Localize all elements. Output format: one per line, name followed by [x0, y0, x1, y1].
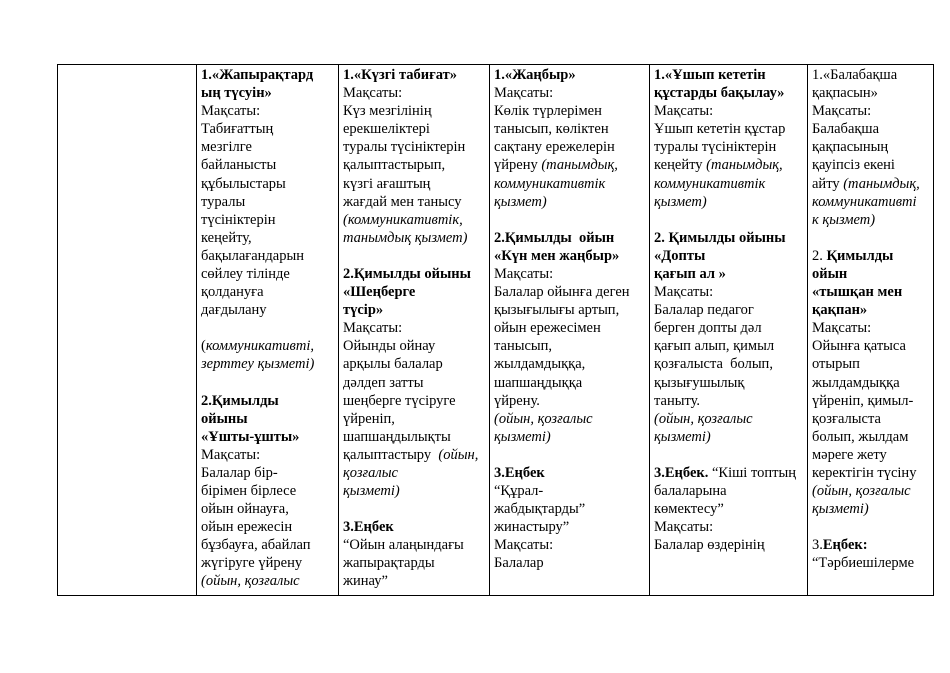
activity-body: “Тәрбиешілерме: [812, 555, 915, 572]
activity-heading: 1.«Жаңбыр»: [494, 67, 576, 83]
activity-text: [654, 229, 804, 446]
activity-body: Мақсаты: Күз мезгілінің ерекшеліктері туралы түсініктерін қалыптастырып, күзгі ағаштың жағдай мен танысу: [343, 85, 466, 210]
activity-text: [343, 518, 486, 590]
activity-text: [654, 66, 804, 211]
activity-type-note: (танымдық, коммуникативті к қызмет): [812, 175, 920, 228]
activity-body: Мақсаты: Балалар ойынға деген қызығылығы артып, ойын ережесімен танысып, жылдамдыққа, шапшаңдыққа үйрену.: [494, 265, 630, 409]
blank-line: [201, 374, 335, 392]
blank-line: [343, 247, 486, 265]
blank-line: [654, 211, 804, 229]
activity-heading: 1.«Күзгі табиғат»: [343, 67, 457, 83]
activity-plan-table: [57, 64, 934, 596]
activity-type-note: коммуникативті, зерттеу қызметі): [201, 338, 315, 373]
activity-body: Мақсаты: Ұшып кететін құстар туралы түсініктерін кеңейту: [654, 103, 786, 174]
activity-body: “Құрал- жабдықтарды” жинастыру” Мақсаты: Балалар: [494, 482, 586, 572]
activity-type-note: (ойын, қозғалыс қызметі): [812, 483, 911, 518]
activity-text: [812, 66, 930, 229]
blank-line: [201, 319, 335, 337]
activity-type-note: (ойын, қозғалыс: [201, 555, 306, 590]
activity-body: 1.«Балабақша қақпасын» Мақсаты: Балабақша қақпасының қауіпсіз екені айту: [812, 67, 898, 192]
activity-text: [201, 66, 335, 319]
activity-heading: 2.Қимылды ойыны «Шеңберге түсір»: [343, 265, 471, 319]
day-cell-5: [808, 65, 934, 596]
day-cell-1: [197, 65, 339, 596]
activity-heading: 2.Қимылды ойын «Күн мен жаңбыр»: [494, 229, 620, 264]
activity-heading: 1.«Ұшып кететін құстарды бақылау»: [654, 67, 785, 102]
activity-text: [494, 464, 646, 573]
activity-type-note: (танымдық, коммуникативтік қызмет): [494, 157, 618, 210]
activity-body: “Кіші топтың балаларына көмектесу” Мақсаты: Балалар өздерінің: [654, 464, 796, 554]
activity-heading: Еңбек:: [822, 537, 868, 554]
blank-line: [654, 446, 804, 464]
activity-text: [343, 66, 486, 247]
activity-body: Мақсаты: Балалар бір- бірімен бірлесе ойын ойнауға, ойын ережесін бұзбауға, абайлап жүгіруге үйрену: [201, 446, 311, 572]
activity-body: Мақсаты: Ойынға қатыса отырып жылдамдыққа үйреніп, қимыл- қозғалыста болып, жылдам мәреге жету керектігін түсіну: [812, 320, 917, 481]
day-cell-2: [339, 65, 490, 596]
activity-heading: 3.Еңбек: [494, 464, 545, 481]
activity-text: [201, 337, 335, 373]
activity-text: [201, 392, 335, 591]
activity-heading: 1.«Жапырақтард ың түсуін»: [201, 67, 314, 102]
activity-text: [654, 464, 804, 554]
activity-heading: 3.Еңбек: [343, 519, 394, 536]
activity-body: 3.: [812, 537, 823, 554]
activity-type-note: (коммуникативтік, танымдық қызмет): [343, 211, 468, 246]
day-cell-4: [650, 65, 808, 596]
activity-heading: 3.Еңбек.: [654, 464, 709, 481]
blank-line: [494, 211, 646, 229]
blank-line: [812, 518, 930, 536]
activity-text: [343, 265, 486, 500]
activity-body: Мақсаты: Балалар педагог берген допты дәл қағып алып, қимыл қозғалыста болып, қызығушылық таныту.: [654, 284, 775, 409]
activity-type-note: (танымдық, коммуникативтік қызмет): [654, 157, 783, 210]
activity-heading: 2. Қимылды ойыны «Допты қағып ал »: [654, 229, 786, 282]
activity-heading: Қимылды ойын «тышқан мен қақпан»: [812, 247, 903, 319]
activity-body: 2.: [812, 247, 827, 264]
activity-body: “Ойын алаңындағы жапырақтарды жинау”: [343, 537, 464, 590]
day-cell-3: [490, 65, 650, 596]
activity-text: [812, 536, 930, 572]
activity-type-note: (ойын, қозғалыс қызметі): [494, 410, 593, 445]
activity-heading: 2.Қимылды ойыны «Ұшты-ұшты»: [201, 392, 300, 445]
table-row: [58, 65, 934, 596]
activity-text: [494, 229, 646, 446]
activity-text: [812, 247, 930, 518]
activity-type-note: (ойын, қозғалыс қызметі): [343, 446, 479, 500]
blank-line: [812, 229, 930, 247]
blank-line: [494, 446, 646, 464]
empty-label-cell: [58, 65, 197, 596]
blank-line: [343, 500, 486, 518]
activity-body: Мақсаты: Көлік түрлерімен танысып, көліктен сақтану ережелерін үйрену: [494, 85, 615, 174]
activity-type-note: (ойын, қозғалыс қызметі): [654, 410, 753, 445]
activity-body: (: [201, 338, 206, 355]
activity-body: Мақсаты: Табиғаттың мезгілге байланысты құбылыстары туралы түсініктерін кеңейту, бақылағандарын сөйлеу тілінде қолдануға дағдылану: [201, 103, 304, 319]
activity-text: [494, 66, 646, 211]
activity-body: Мақсаты: Ойынды ойнау арқылы балалар дәлдеп затты шеңберге түсіруге үйреніп, шапшаңдылықты қалыптастыру: [343, 320, 456, 463]
